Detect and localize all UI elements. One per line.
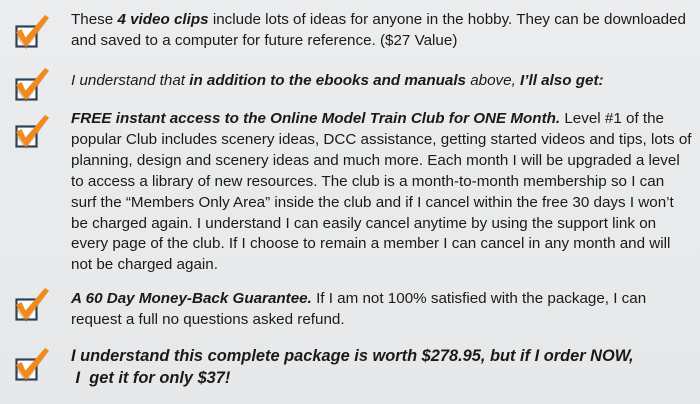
- checkbox-graphic: [12, 346, 52, 384]
- text-run: I understand that: [71, 72, 190, 89]
- benefit-text: [71, 10, 693, 52]
- checked-box-icon: [12, 113, 52, 151]
- checkbox-graphic: [12, 66, 52, 104]
- checkbox-graphic: [12, 13, 52, 51]
- checkbox-graphic: [12, 113, 52, 151]
- highlight-guarantee: A 60 Day Money-Back Guarantee.: [71, 290, 312, 307]
- price-line-1: I understand this complete package is worth $278.95, but if I order NOW,: [71, 347, 634, 365]
- checked-box-icon: [12, 13, 52, 51]
- highlight-free-access: FREE instant access to the Online Model Train Club for ONE Month.: [71, 110, 561, 127]
- highlight-video-clips: 4 video clips: [117, 11, 209, 28]
- price-statement: [71, 346, 693, 389]
- text-run: include lots of ideas for anyone in the hobby. They can be downloaded and saved to a computer for future reference. ($27 Value): [71, 11, 686, 49]
- checked-box-icon: [12, 66, 52, 104]
- text-run: Level #1 of the popular Club includes scenery ideas, DCC assistance, getting started videos and tips, lots of planning, design and scenery ideas and much more. Each month I will be upgraded a level to access a library of new resources. The club is a month-to-month membership so I can surf the “Members Only Area” inside the club and if I cancel within the free 30 days I won’t be charged again. I understand I can easily cancel anytime by using the support link on every page of the club. If I choose to remain a member I can cancel in any month and will not be charged again.: [71, 110, 692, 274]
- text-run: These: [71, 11, 118, 28]
- highlight-also-get: I’ll also get:: [520, 72, 604, 89]
- text-run: If I am not 100% satisfied with the package, I can request a full no questions asked refund.: [71, 290, 647, 328]
- highlight-ebooks-manuals: in addition to the ebooks and manuals: [189, 72, 466, 89]
- benefit-text: [71, 109, 693, 276]
- benefit-text: [71, 71, 693, 92]
- price-line-2: I get it for only $37!: [71, 368, 231, 387]
- checked-box-icon: [12, 286, 52, 324]
- checkbox-graphic: [12, 286, 52, 324]
- checked-box-icon: [12, 346, 52, 384]
- benefit-text: [71, 289, 693, 331]
- text-run: above,: [466, 72, 521, 89]
